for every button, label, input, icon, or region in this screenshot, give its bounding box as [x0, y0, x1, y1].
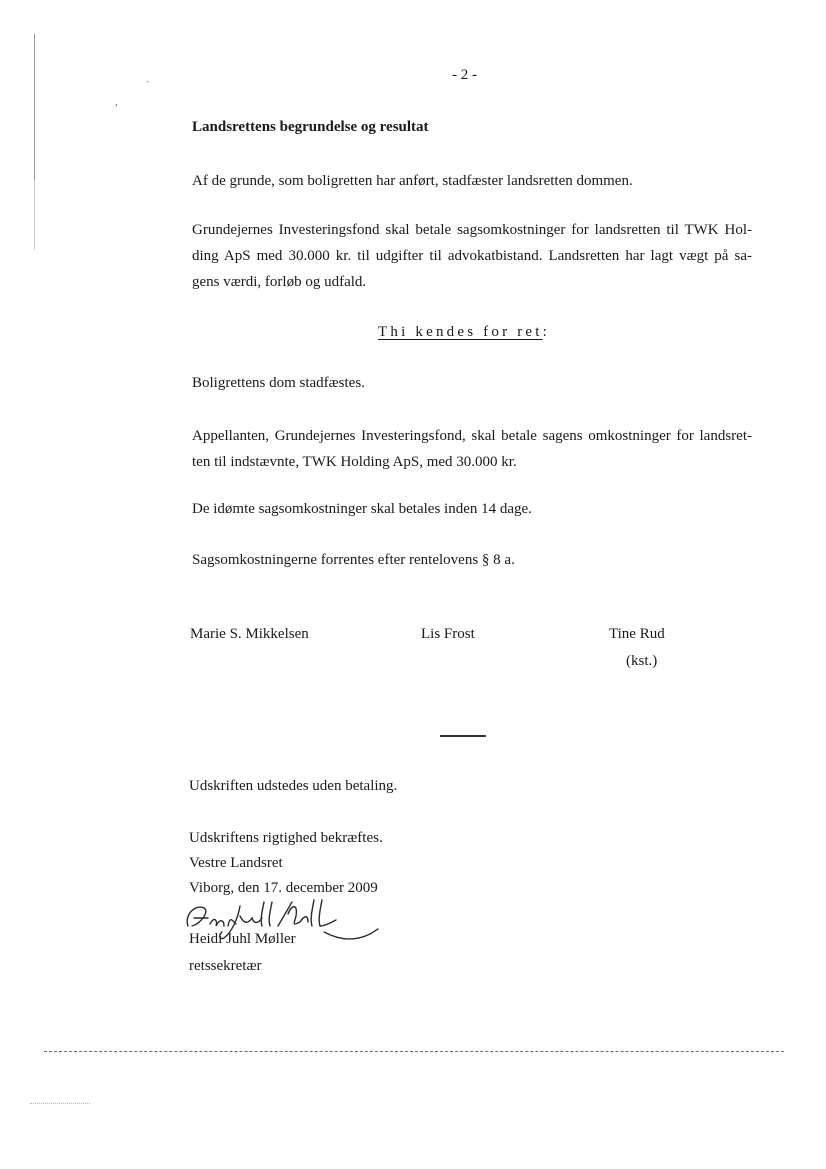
ruling-item-confirm: Boligrettens dom stadfæstes.: [192, 375, 365, 391]
ruling-item-deadline: De idømte sagsomkostninger skal betales inden 14 dage.: [192, 501, 532, 517]
ruling-title-block: [378, 323, 547, 341]
scan-speck: ,: [115, 97, 118, 108]
paragraph-line: ding ApS med 30.000 kr. til udgifter til advokatbistand. Landsretten har lagt vægt på sa-: [192, 248, 752, 264]
signer-name: Heidi Juhl Møller: [189, 931, 296, 947]
judge-note: (kst.): [626, 653, 658, 669]
judge-name: Tine Rud: [609, 626, 665, 642]
scan-bottom-line: [44, 1051, 784, 1052]
section-heading: Landsrettens begrundelse og resultat: [192, 119, 429, 135]
page-number: - 2 -: [452, 67, 477, 83]
judge-name: Lis Frost: [421, 626, 475, 642]
paragraph-line: gens værdi, forløb og udfald.: [192, 274, 367, 290]
ruling-title: Thi kendes for ret: [378, 324, 543, 340]
paragraph-line: ten til indstævnte, TWK Holding ApS, med 30.000 kr.: [192, 454, 517, 470]
paragraph-grounds: Af de grunde, som boligretten har anført, stadfæster landsretten dommen.: [192, 173, 633, 189]
judge-name: Marie S. Mikkelsen: [190, 626, 309, 642]
paragraph-costs: [192, 217, 752, 295]
place-date: Viborg, den 17. december 2009: [189, 880, 378, 896]
scan-margin-line-faint: [34, 180, 35, 250]
paragraph-line: Appellanten, Grundejernes Investeringsfond, skal betale sagens omkostninger for landsret-: [192, 428, 752, 444]
fee-note: Udskriften udstedes uden betaling.: [189, 778, 398, 794]
ruling-item-interest: Sagsomkostningerne forrentes efter rentelovens § 8 a.: [192, 552, 515, 568]
ruling-item-appellant: [192, 423, 752, 475]
ruling-title-colon: :: [542, 324, 547, 340]
scan-bottom-dots: [30, 1103, 90, 1104]
separator-rule: [440, 735, 486, 737]
paragraph-line: Grundejernes Investeringsfond skal betale sagsomkostninger for landsretten til TWK Hol-: [192, 222, 752, 238]
court-name: Vestre Landsret: [189, 855, 283, 871]
signer-title: retssekretær: [189, 958, 262, 974]
certification-text: Udskriftens rigtighed bekræftes.: [189, 830, 383, 846]
scan-speck: ˎ: [146, 72, 150, 83]
